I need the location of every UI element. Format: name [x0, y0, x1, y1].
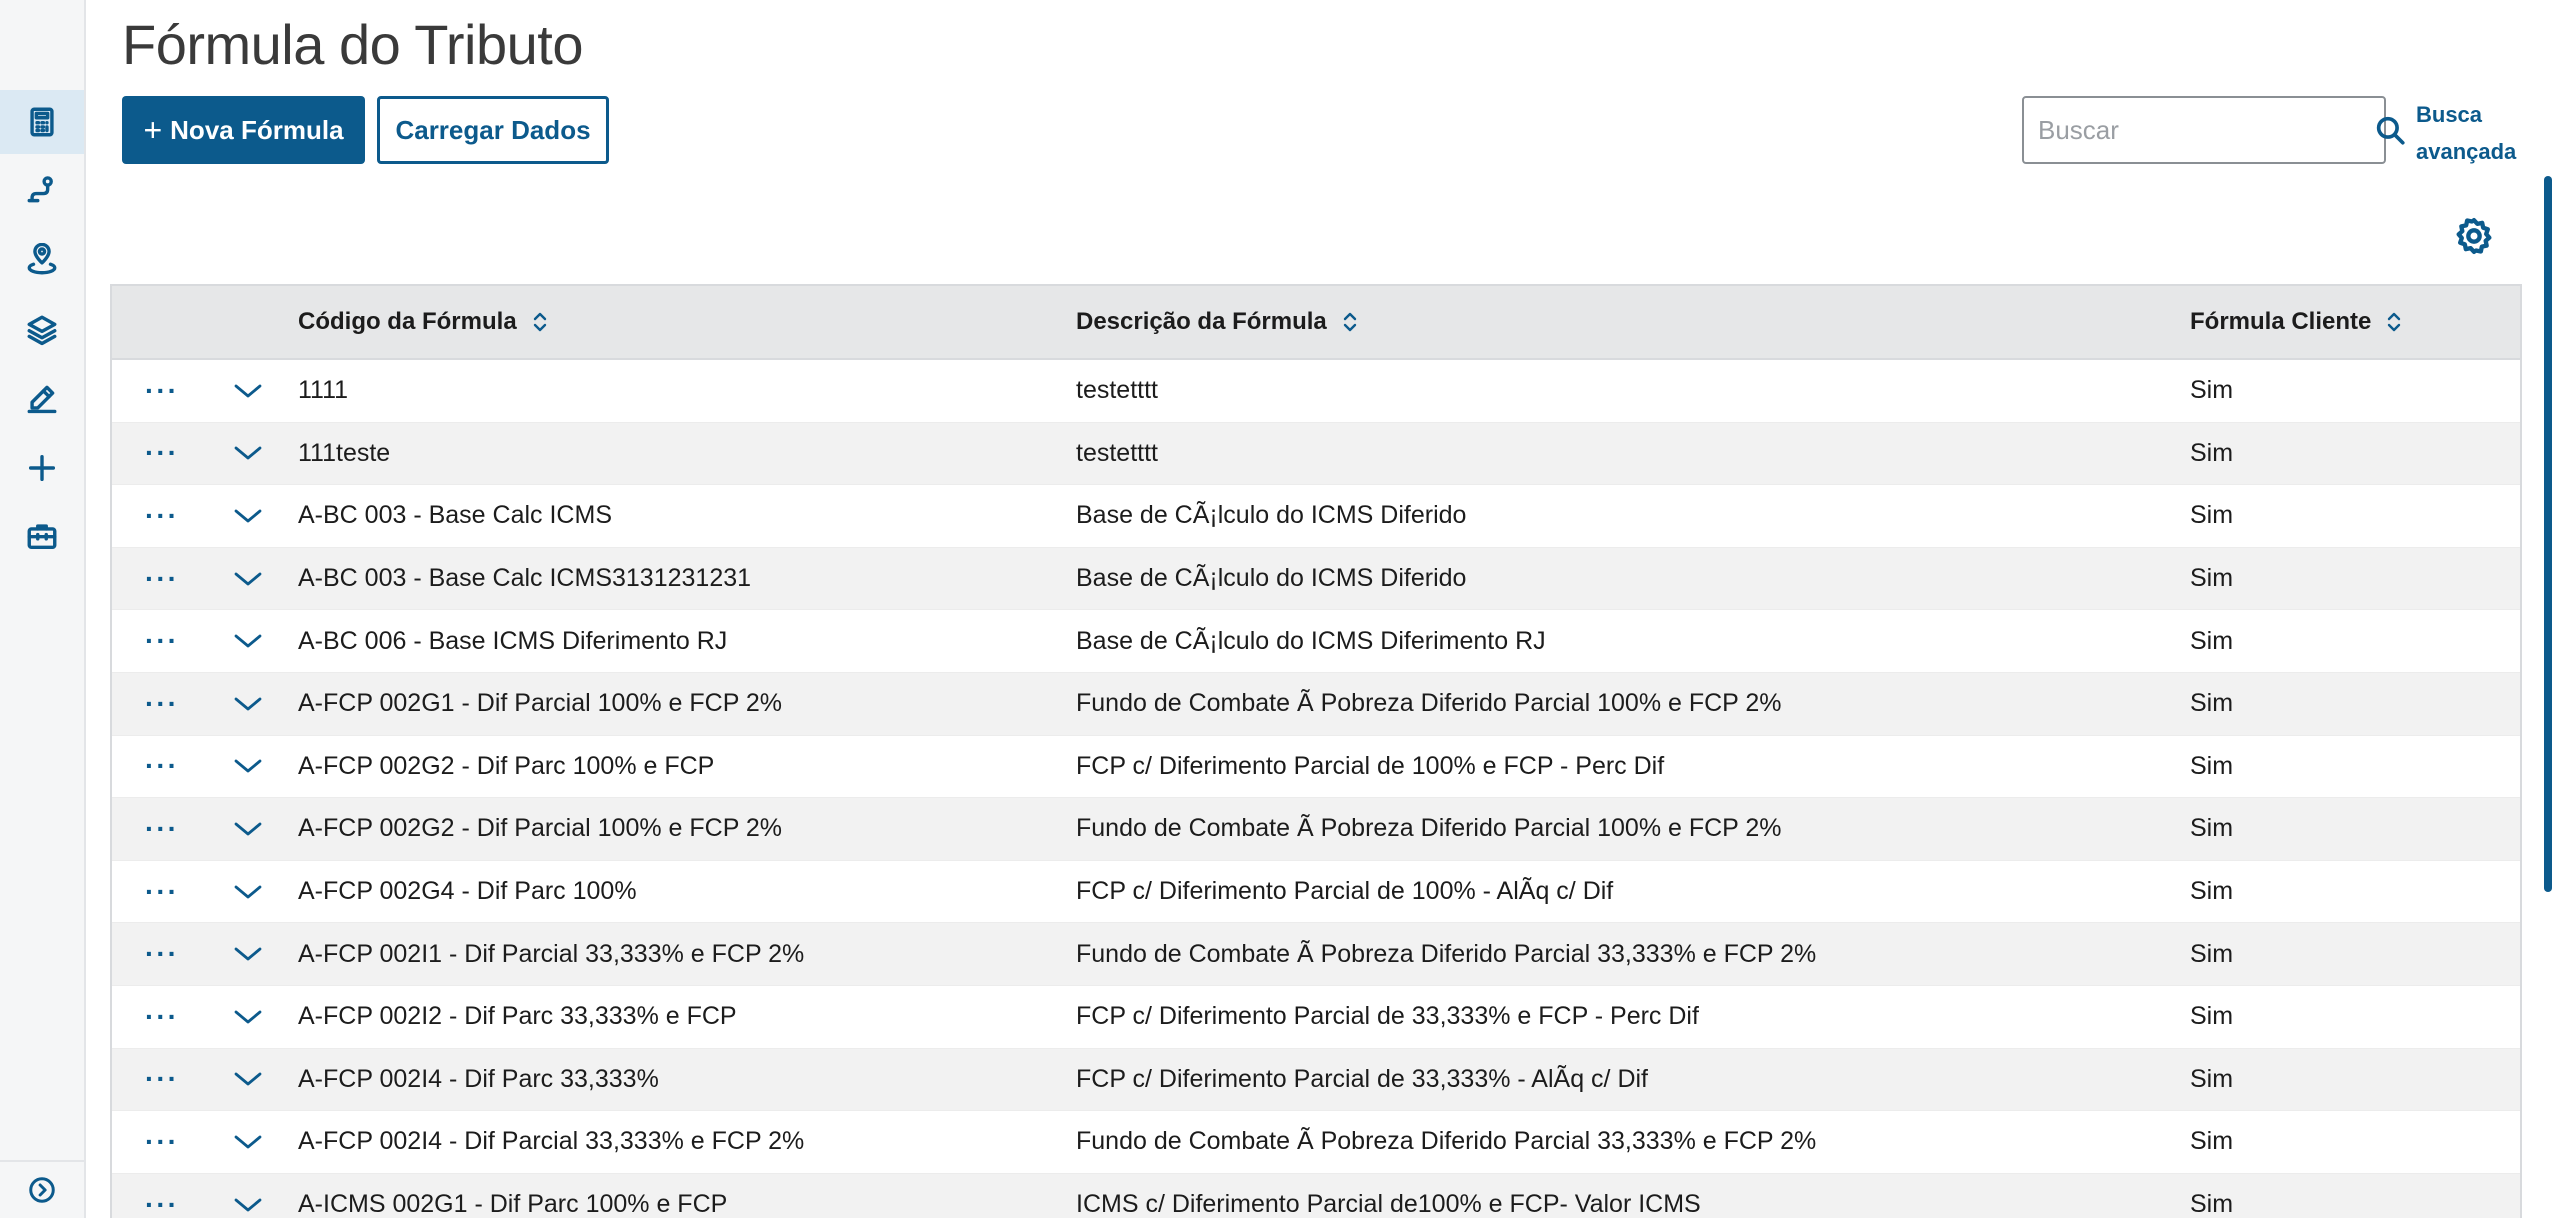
chevron-down-icon[interactable]	[226, 1174, 270, 1218]
table-row[interactable]	[112, 610, 2520, 673]
cell-formula-description: ICMS c/ Diferimento Parcial de100% e FCP- Valor ICMS	[1076, 1190, 1701, 1218]
table-row[interactable]	[112, 736, 2520, 799]
sidebar-item-layers[interactable]	[0, 298, 84, 362]
page-title: Fórmula do Tributo	[122, 13, 583, 76]
table-row[interactable]	[112, 548, 2520, 611]
sidebar-item-calculator[interactable]	[0, 90, 84, 154]
table-row[interactable]	[112, 485, 2520, 548]
load-data-button[interactable]: Carregar Dados	[377, 96, 609, 164]
row-actions-menu[interactable]: ···	[145, 625, 179, 657]
row-actions-menu[interactable]: ···	[145, 437, 179, 469]
cell-formula-description: Base de CÃ¡lculo do ICMS Diferimento RJ	[1076, 626, 1546, 655]
search-box	[2022, 96, 2386, 164]
edit-icon	[25, 381, 59, 415]
cell-formula-client: Sim	[2190, 1002, 2234, 1031]
sidebar-item-edit[interactable]	[0, 366, 84, 430]
cell-formula-description: Base de CÃ¡lculo do ICMS Diferido	[1076, 501, 1467, 530]
row-actions-menu[interactable]: ···	[145, 499, 179, 531]
cell-formula-description: Fundo de Combate Ã Pobreza Diferido Parcial 100% e FCP 2%	[1076, 689, 1782, 718]
sidebar-item-route[interactable]	[0, 158, 84, 222]
column-header-code[interactable]	[298, 286, 547, 358]
table-body	[112, 360, 2520, 1218]
column-header-client[interactable]	[2190, 286, 2401, 358]
search-icon[interactable]	[2373, 113, 2407, 147]
table-row[interactable]	[112, 1049, 2520, 1112]
advanced-search-line2: avançada	[2416, 139, 2517, 164]
sidebar-footer	[0, 1160, 84, 1218]
cell-formula-code: A-FCP 002G4 - Dif Parc 100%	[298, 877, 637, 906]
cell-formula-description: FCP c/ Diferimento Parcial de 33,333% e FCP - Perc Dif	[1076, 1002, 1699, 1031]
cell-formula-description: testetttt	[1076, 376, 1158, 405]
table-header	[112, 286, 2520, 360]
row-actions-menu[interactable]: ···	[145, 687, 179, 719]
chevron-down-icon[interactable]	[226, 673, 270, 735]
cell-formula-code: A-BC 006 - Base ICMS Diferimento RJ	[298, 626, 728, 655]
cell-formula-description: FCP c/ Diferimento Parcial de 33,333% - AlÃq c/ Dif	[1076, 1064, 1648, 1093]
search-input[interactable]	[2024, 98, 2373, 162]
cell-formula-code: A-BC 003 - Base Calc ICMS3131231231	[298, 564, 752, 593]
column-header-label: Código da Fórmula	[298, 308, 517, 335]
table-row[interactable]	[112, 861, 2520, 924]
chevron-down-icon[interactable]	[226, 548, 270, 610]
sidebar-item-tools[interactable]	[0, 504, 84, 568]
table-row[interactable]	[112, 360, 2520, 423]
table-row[interactable]	[112, 1174, 2520, 1218]
row-actions-menu[interactable]: ···	[145, 562, 179, 594]
cell-formula-code: 111teste	[298, 438, 391, 467]
row-actions-menu[interactable]: ···	[145, 812, 179, 844]
table-row[interactable]	[112, 423, 2520, 486]
briefcase-icon	[25, 519, 59, 553]
cell-formula-client: Sim	[2190, 1127, 2234, 1156]
route-icon	[25, 173, 59, 207]
map-pin-icon	[25, 243, 59, 277]
sidebar	[0, 0, 86, 1218]
cell-formula-code: A-ICMS 002G1 - Dif Parc 100% e FCP	[298, 1190, 728, 1218]
cell-formula-description: Fundo de Combate Ã Pobreza Diferido Parcial 33,333% e FCP 2%	[1076, 1127, 1817, 1156]
sort-icon	[533, 311, 547, 333]
formula-table	[110, 284, 2522, 1218]
plus-icon: +	[143, 112, 163, 148]
cell-formula-client: Sim	[2190, 1064, 2234, 1093]
advanced-search-line1: Busca	[2416, 102, 2483, 127]
column-header-label: Descrição da Fórmula	[1076, 308, 1327, 335]
chevron-down-icon[interactable]	[226, 1111, 270, 1173]
cell-formula-description: Fundo de Combate Ã Pobreza Diferido Parcial 100% e FCP 2%	[1076, 814, 1782, 843]
cell-formula-client: Sim	[2190, 689, 2234, 718]
column-header-description[interactable]	[1076, 286, 1357, 358]
cell-formula-client: Sim	[2190, 501, 2234, 530]
sidebar-item-add[interactable]	[0, 436, 84, 500]
row-actions-menu[interactable]: ···	[145, 1063, 179, 1095]
calculator-icon	[25, 105, 59, 139]
table-row[interactable]	[112, 923, 2520, 986]
advanced-search-link[interactable]	[2416, 96, 2526, 170]
gear-icon[interactable]	[2454, 216, 2494, 256]
cell-formula-code: A-FCP 002G2 - Dif Parc 100% e FCP	[298, 751, 715, 780]
cell-formula-client: Sim	[2190, 564, 2234, 593]
new-formula-label: Nova Fórmula	[170, 114, 344, 145]
cell-formula-client: Sim	[2190, 1190, 2234, 1218]
row-actions-menu[interactable]: ···	[145, 750, 179, 782]
new-formula-button[interactable]	[122, 96, 365, 164]
table-row[interactable]	[112, 798, 2520, 861]
chevron-down-icon[interactable]	[226, 736, 270, 798]
cell-formula-code: A-FCP 002I4 - Dif Parc 33,333%	[298, 1064, 659, 1093]
cell-formula-client: Sim	[2190, 438, 2234, 467]
cell-formula-description: FCP c/ Diferimento Parcial de 100% e FCP - Perc Dif	[1076, 751, 1665, 780]
layers-icon	[25, 313, 59, 347]
cell-formula-description: testetttt	[1076, 438, 1158, 467]
chevron-down-icon[interactable]	[226, 861, 270, 923]
row-actions-menu[interactable]: ···	[145, 374, 179, 406]
chevron-down-icon[interactable]	[226, 485, 270, 547]
chevron-down-icon[interactable]	[226, 1049, 270, 1111]
cell-formula-code: A-BC 003 - Base Calc ICMS	[298, 501, 612, 530]
plus-icon	[25, 451, 59, 485]
sort-icon	[1343, 311, 1357, 333]
cell-formula-code: A-FCP 002G2 - Dif Parcial 100% e FCP 2%	[298, 814, 782, 843]
chevron-down-icon[interactable]	[226, 986, 270, 1048]
table-row[interactable]	[112, 1111, 2520, 1174]
chevron-down-icon[interactable]	[226, 798, 270, 860]
row-actions-menu[interactable]: ···	[145, 1125, 179, 1157]
scrollbar-thumb[interactable]	[2544, 176, 2552, 892]
cell-formula-client: Sim	[2190, 626, 2234, 655]
cell-formula-client: Sim	[2190, 877, 2234, 906]
cell-formula-code: A-FCP 002I4 - Dif Parcial 33,333% e FCP 2%	[298, 1127, 805, 1156]
column-header-label: Fórmula Cliente	[2190, 308, 2372, 335]
cell-formula-client: Sim	[2190, 939, 2234, 968]
cell-formula-client: Sim	[2190, 814, 2234, 843]
row-actions-menu[interactable]: ···	[145, 875, 179, 907]
cell-formula-code: A-FCP 002I2 - Dif Parc 33,333% e FCP	[298, 1002, 737, 1031]
sidebar-item-location[interactable]	[0, 228, 84, 292]
cell-formula-code: 1111	[298, 376, 349, 405]
chevron-down-icon[interactable]	[226, 610, 270, 672]
cell-formula-client: Sim	[2190, 376, 2234, 405]
chevron-down-icon[interactable]	[226, 360, 270, 422]
chevron-down-icon[interactable]	[226, 923, 270, 985]
table-row[interactable]	[112, 986, 2520, 1049]
cell-formula-description: Base de CÃ¡lculo do ICMS Diferido	[1076, 564, 1467, 593]
cell-formula-client: Sim	[2190, 751, 2234, 780]
sort-icon	[2387, 311, 2401, 333]
cell-formula-code: A-FCP 002G1 - Dif Parcial 100% e FCP 2%	[298, 689, 782, 718]
row-actions-menu[interactable]: ···	[145, 938, 179, 970]
table-row[interactable]	[112, 673, 2520, 736]
expand-sidebar-icon[interactable]	[27, 1175, 57, 1205]
row-actions-menu[interactable]: ···	[145, 1188, 179, 1218]
row-actions-menu[interactable]: ···	[145, 1000, 179, 1032]
cell-formula-description: FCP c/ Diferimento Parcial de 100% - AlÃq c/ Dif	[1076, 877, 1614, 906]
cell-formula-description: Fundo de Combate Ã Pobreza Diferido Parcial 33,333% e FCP 2%	[1076, 939, 1817, 968]
cell-formula-code: A-FCP 002I1 - Dif Parcial 33,333% e FCP 2%	[298, 939, 805, 968]
chevron-down-icon[interactable]	[226, 423, 270, 485]
